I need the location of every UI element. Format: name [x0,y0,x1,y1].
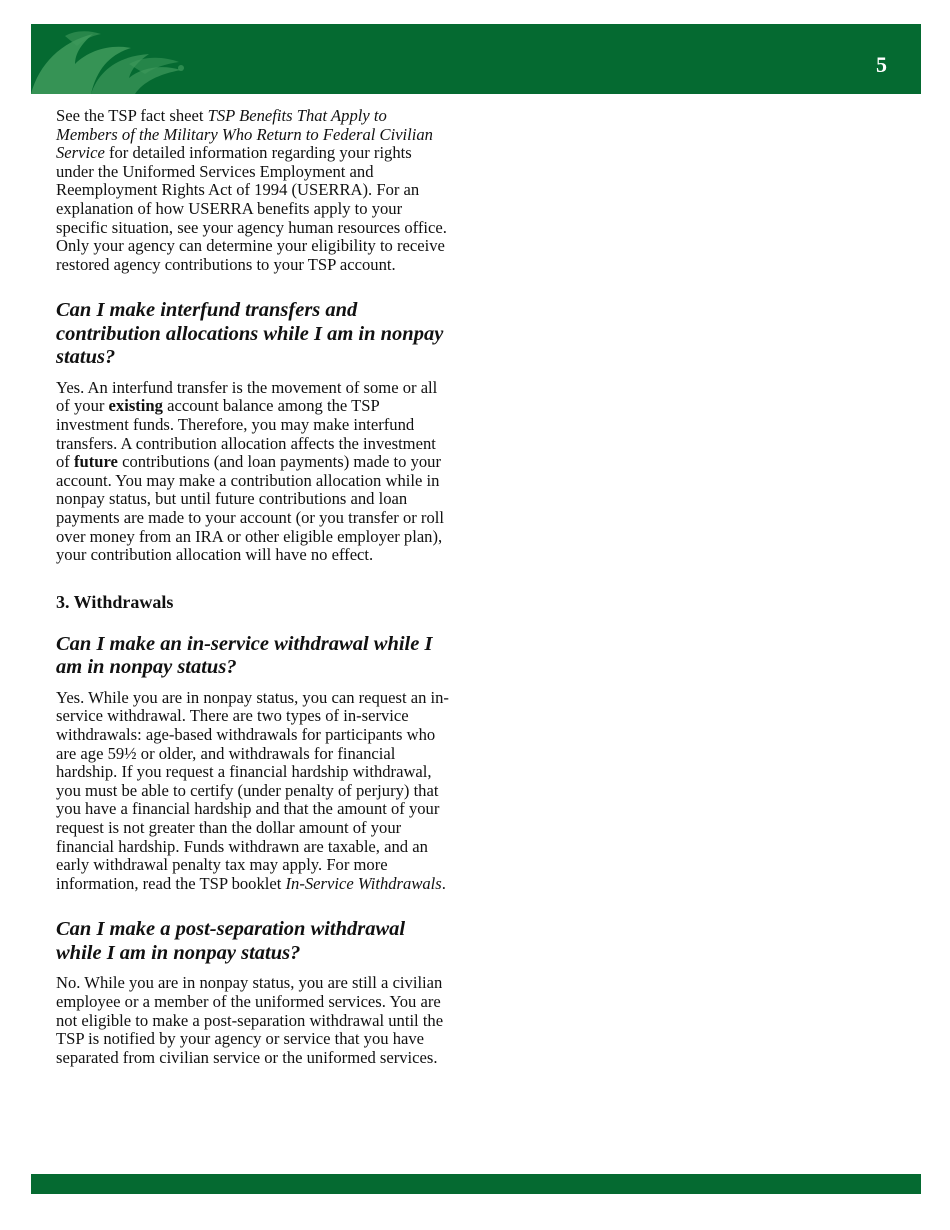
answer-post-separation-withdrawal: No. While you are in nonpay status, you are still a civilian employee or a member of the uniformed services. You are not eligible to make a post-separation withdrawal until the TSP is notified by your agency or service that you have separated from civilian service or the uniformed services. [56,973,444,1067]
fact-sheet-title: TSP Benefits That Apply to Members of the Military Who Return to Federal Civilian Service [56,106,433,163]
eagle-logo-icon [31,24,201,94]
answer-text-part: . [441,873,446,893]
page-number: 5 [876,52,887,77]
section-heading-withdrawals: 3. Withdrawals [56,591,174,612]
answer-text-part: Yes. An interfund transfer is the movement of some or all of your [56,377,438,416]
answer-interfund-transfers [56,379,451,565]
answer-text-part: Yes. While you are in nonpay status, you can request an in-service withdrawal. There are two types of in-service withdrawals: age-based withdrawals for participants who are age 59½ or older, and withdrawals for financial hardship. If you request a financial hardship withdrawal, you must be able to certify (under penalty of perjury) that you have a financial hardship and that the amount of your request is not greater than the dollar amount of your financial hardship. Funds withdrawn are taxable, and an early withdrawal penalty tax may apply. For more information, read the TSP booklet [56,687,449,893]
question-post-separation-withdrawal: Can I make a post-separation withdrawal while I am in nonpay status? [56,918,406,964]
question-in-service-withdrawal: Can I make an in-service withdrawal while I am in nonpay status? [56,632,433,679]
answer-text-part: contributions (and loan payments) made to your account. You may make a contribution allocation while in nonpay status, but until future contributions and loan payments are made to your account (or you transfer or roll over money from an IRA or other eligible employer plan), your contribution allocation will have no effect. [56,452,444,565]
main-content [56,107,451,1067]
booklet-title: In-Service Withdrawals [285,873,442,893]
header-band [31,24,921,94]
intro-text-end: for detailed information regarding your rights under the Uniformed Services Employment and Reemployment Rights Act of 1994 (USERRA). For an explanation of how USERRA benefits apply to your specific situation, see your agency human resources office. Only your agency can determine your eligibility to receive restored agency contributions to your TSP account. [56,143,447,274]
answer-in-service-withdrawal [56,689,451,894]
question-interfund-transfers: Can I make interfund transfers and contribution allocations while I am in nonpay status? [56,299,444,369]
answer-text-part: account balance among the TSP investment funds. Therefore, you may make interfund transfers. A contribution allocation affects the investment of [56,396,436,472]
emphasis-future: future [73,452,118,472]
intro-paragraph [56,107,451,274]
footer-band [31,1174,921,1194]
intro-text-start: See the TSP fact sheet [56,106,208,125]
emphasis-existing: existing [108,396,163,416]
